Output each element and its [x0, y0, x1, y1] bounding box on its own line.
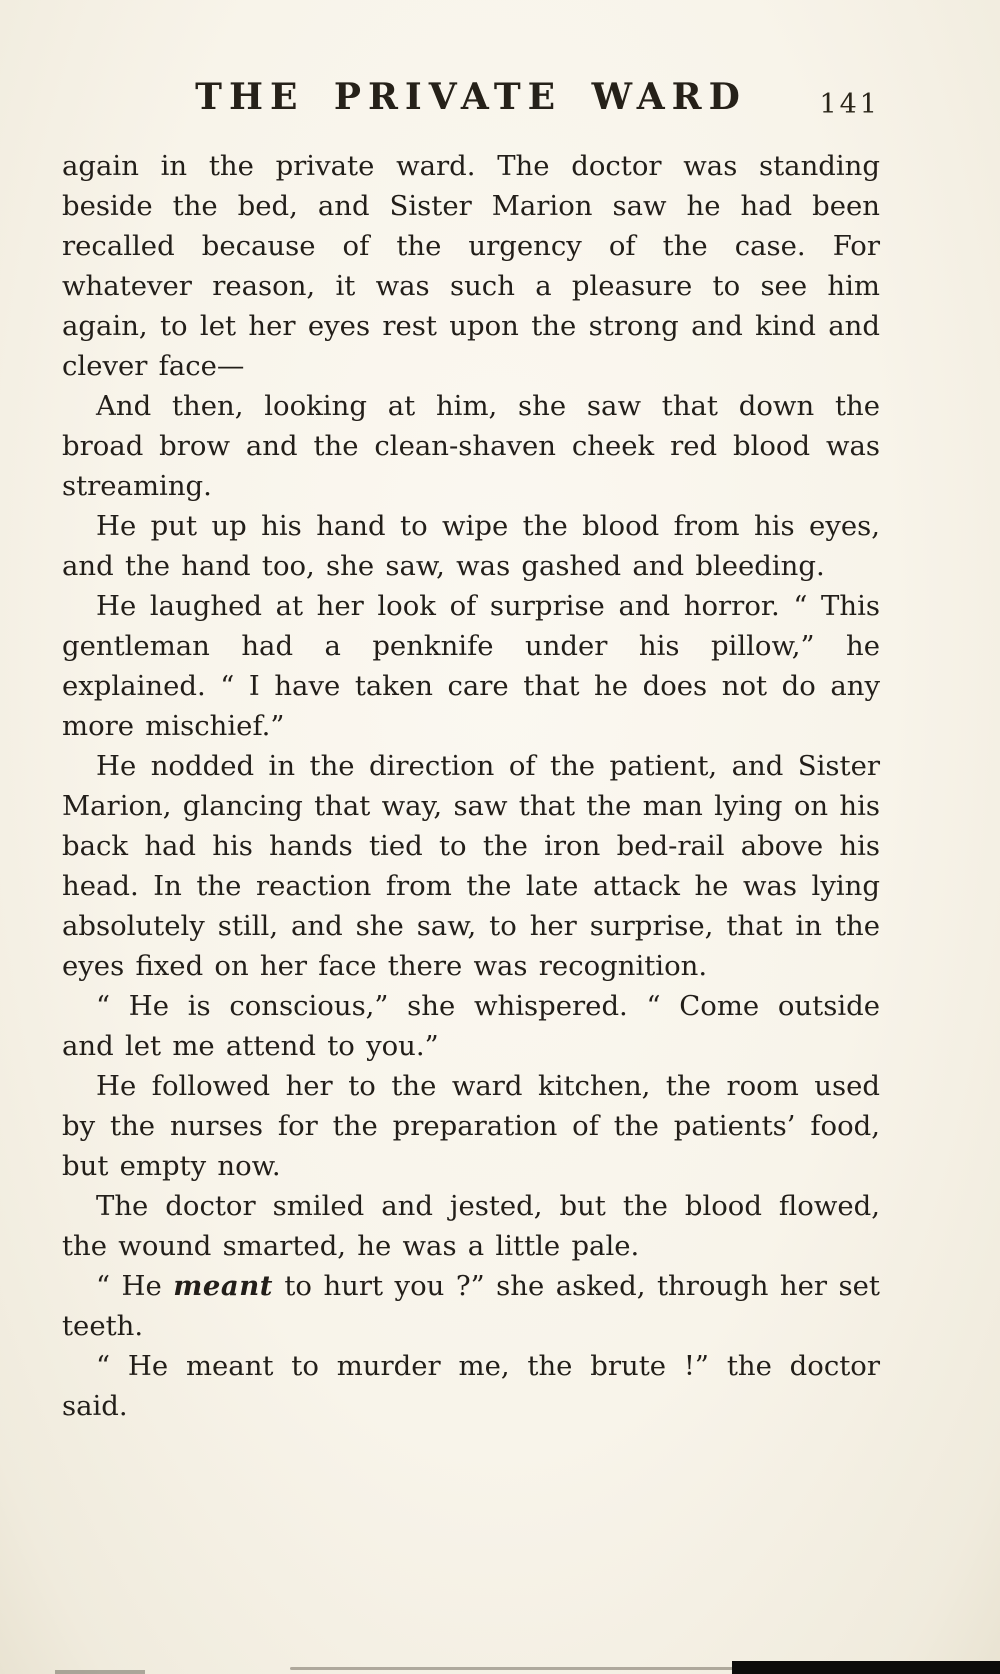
paragraph: [62, 506, 880, 586]
emphasis-text: meant: [173, 1270, 273, 1302]
text-run: again in the private ward. The doctor was standing beside the bed, and Sister Marion saw he had been recalled because of the urgency of the case. For whatever reason, it was such a pleasure to see him again, to let her eyes rest upon the strong and kind and clever face—: [62, 150, 880, 382]
running-title: THE PRIVATE WARD: [195, 76, 747, 118]
paragraph: [62, 386, 880, 506]
page-header: [62, 76, 880, 126]
scan-edge-smudge: [55, 1670, 145, 1674]
paragraph: [62, 746, 880, 986]
scan-edge-black-bar: [732, 1661, 1000, 1674]
paragraph: [62, 1266, 880, 1346]
paragraph: [62, 586, 880, 746]
text-run: And then, looking at him, she saw that down the broad brow and the clean-shaven cheek red blood was streaming.: [62, 390, 880, 502]
paragraph: [62, 986, 880, 1066]
paragraph: [62, 1186, 880, 1266]
page-number: 141: [819, 89, 880, 120]
text-run: He nodded in the direction of the patient, and Sister Marion, glancing that way, saw that the man lying on his back had his hands tied to the iron bed-rail above his head. In the reaction from the late attack he was lying absolutely still, and she saw, to her surprise, that in the eyes fixed on her face there was recognition.: [62, 750, 880, 982]
text-run: He followed her to the ward kitchen, the room used by the nurses for the preparation of the patients’ food, but empty now.: [62, 1070, 880, 1182]
text-run: “ He meant to murder me, the brute !” the doctor said.: [62, 1350, 880, 1422]
text-run: He put up his hand to wipe the blood from his eyes, and the hand too, she saw, was gashed and bleeding.: [62, 510, 880, 582]
page-body: [62, 146, 880, 1426]
text-run: He laughed at her look of surprise and horror. “ This gentleman had a penknife under his pillow,” he explained. “ I have taken care that he does not do any more mischief.”: [62, 590, 880, 742]
paragraph: [62, 146, 880, 386]
text-run: “ He: [96, 1270, 174, 1302]
text-run: “ He is conscious,” she whispered. “ Come outside and let me attend to you.”: [62, 990, 880, 1062]
text-run: The doctor smiled and jested, but the blood flowed, the wound smarted, he was a little pale.: [62, 1190, 880, 1262]
text-run: to hurt you ?” she asked, through her set teeth.: [62, 1270, 880, 1342]
paragraph: [62, 1066, 880, 1186]
paragraph: [62, 1346, 880, 1426]
scan-edge-line: [290, 1667, 740, 1670]
